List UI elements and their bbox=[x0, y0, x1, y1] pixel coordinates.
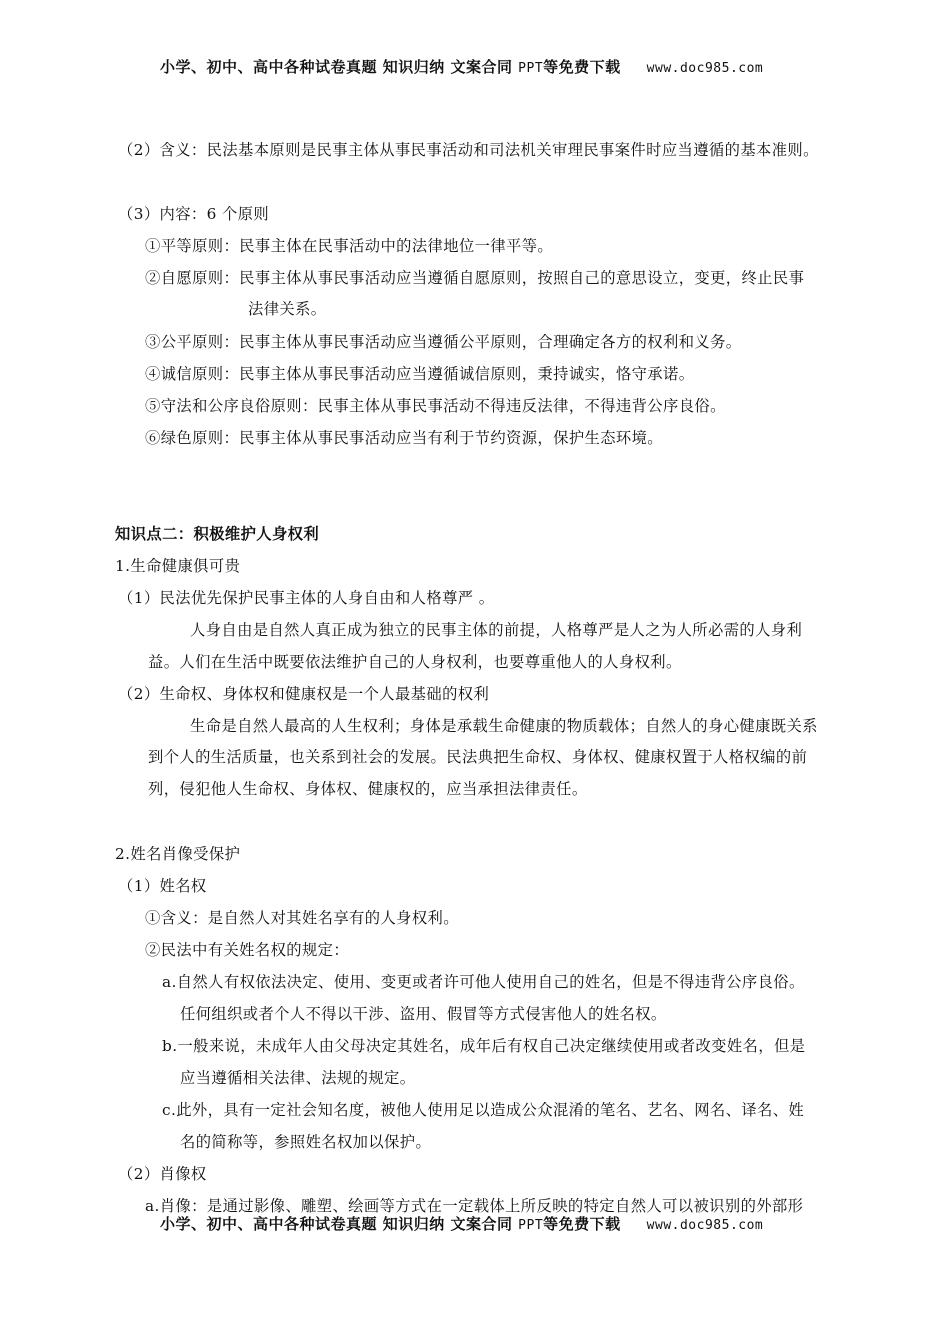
header-url: www.doc985.com bbox=[646, 61, 764, 76]
principle-good-faith: ④诚信原则：民事主体从事民事活动应当遵循诚信原则，秉持诚实，恪守承诺。 bbox=[145, 365, 695, 383]
subsection-life-health: 1.生命健康俱可贵 bbox=[115, 557, 241, 575]
principle-green: ⑥绿色原则：民事主体从事民事活动应当有利于节约资源，保护生态环境。 bbox=[145, 429, 663, 447]
p2-body-line: 生命是自然人最高的人生权利；身体是承载生命健康的物质载体；自然人的身心健康既关系 bbox=[190, 717, 818, 735]
page-footer bbox=[160, 1213, 763, 1234]
p1-body-line: 人身自由是自然人真正成为独立的民事主体的前提，人格尊严是人之为人所必需的人身利 bbox=[190, 621, 803, 639]
p2-body-line: 列，侵犯他人生命权、身体权、健康权的，应当承担法律责任。 bbox=[148, 780, 588, 798]
header-suffix: 等免费下载 bbox=[543, 58, 621, 76]
footer-title: 小学、初中、高中各种试卷真题 知识归纳 文案合同 bbox=[160, 1215, 519, 1233]
principle-equality: ①平等原则：民事主体在民事活动中的法律地位一律平等。 bbox=[145, 237, 554, 255]
principle-voluntary-cont: 法律关系。 bbox=[248, 300, 327, 318]
subsection-name-portrait: 2.姓名肖像受保护 bbox=[115, 845, 241, 863]
rule-a-line: 任何组织或者个人不得以干涉、盗用、假冒等方式侵害他人的姓名权。 bbox=[180, 1005, 667, 1023]
p1-body-line: 益。人们在生活中既要依法维护自己的人身权利，也要尊重他人的人身权利。 bbox=[148, 653, 682, 671]
footer-url: www.doc985.com bbox=[646, 1218, 764, 1233]
rule-c-line: c.此外，具有一定社会知名度，被他人使用足以造成公众混淆的笔名、艺名、网名、译名、姓 bbox=[162, 1101, 805, 1119]
name-right-meaning: ①含义：是自然人对其姓名享有的人身权利。 bbox=[145, 909, 459, 927]
section-heading: 知识点二：积极维护人身权利 bbox=[115, 525, 320, 543]
rule-b-line: b.一般来说，未成年人由父母决定其姓名，成年后有权自己决定继续使用或者改变姓名，但是 bbox=[162, 1037, 806, 1055]
content-title: （3）内容：6 个原则 bbox=[118, 205, 270, 223]
rule-c-line: 名的简称等，参照姓名权加以保护。 bbox=[180, 1133, 432, 1151]
portrait-right-title: （2）肖像权 bbox=[118, 1165, 207, 1183]
p2-body-line: 到个人的生活质量，也关系到社会的发展。民法典把生命权、身体权、健康权置于人格权编的前 bbox=[148, 748, 808, 766]
header-title: 小学、初中、高中各种试卷真题 知识归纳 文案合同 bbox=[160, 58, 519, 76]
footer-suffix: 等免费下载 bbox=[543, 1215, 621, 1233]
header-ppt: PPT bbox=[518, 61, 544, 76]
portrait-definition: a.肖像：是通过影像、雕塑、绘画等方式在一定载体上所反映的特定自然人可以被识别的外部形 bbox=[145, 1197, 804, 1215]
p2-title: （2）生命权、身体权和健康权是一个人最基础的权利 bbox=[118, 685, 490, 703]
rule-b-line: 应当遵循相关法律、法规的规定。 bbox=[180, 1069, 416, 1087]
principle-voluntary: ②自愿原则：民事主体从事民事活动应当遵循自愿原则，按照自己的意思设立，变更，终止民事 bbox=[145, 269, 805, 287]
page-header bbox=[160, 56, 763, 77]
principle-fairness: ③公平原则：民事主体从事民事活动应当遵循公平原则，合理确定各方的权利和义务。 bbox=[145, 333, 742, 351]
name-rules-title: ②民法中有关姓名权的规定： bbox=[145, 941, 350, 959]
rule-a-line: a.自然人有权依法决定、使用、变更或者许可他人使用自己的姓名，但是不得违背公序良俗。 bbox=[162, 973, 805, 991]
principle-law-morals: ⑤守法和公序良俗原则：民事主体从事民事活动不得违反法律，不得违背公序良俗。 bbox=[145, 397, 726, 415]
p1-title: （1）民法优先保护民事主体的人身自由和人格尊严 。 bbox=[118, 589, 495, 607]
meaning-line: （2）含义：民法基本原则是民事主体从事民事活动和司法机关审理民事案件时应当遵循的基本准则。 bbox=[118, 141, 819, 159]
footer-ppt: PPT bbox=[518, 1218, 544, 1233]
name-right-title: （1）姓名权 bbox=[118, 877, 207, 895]
